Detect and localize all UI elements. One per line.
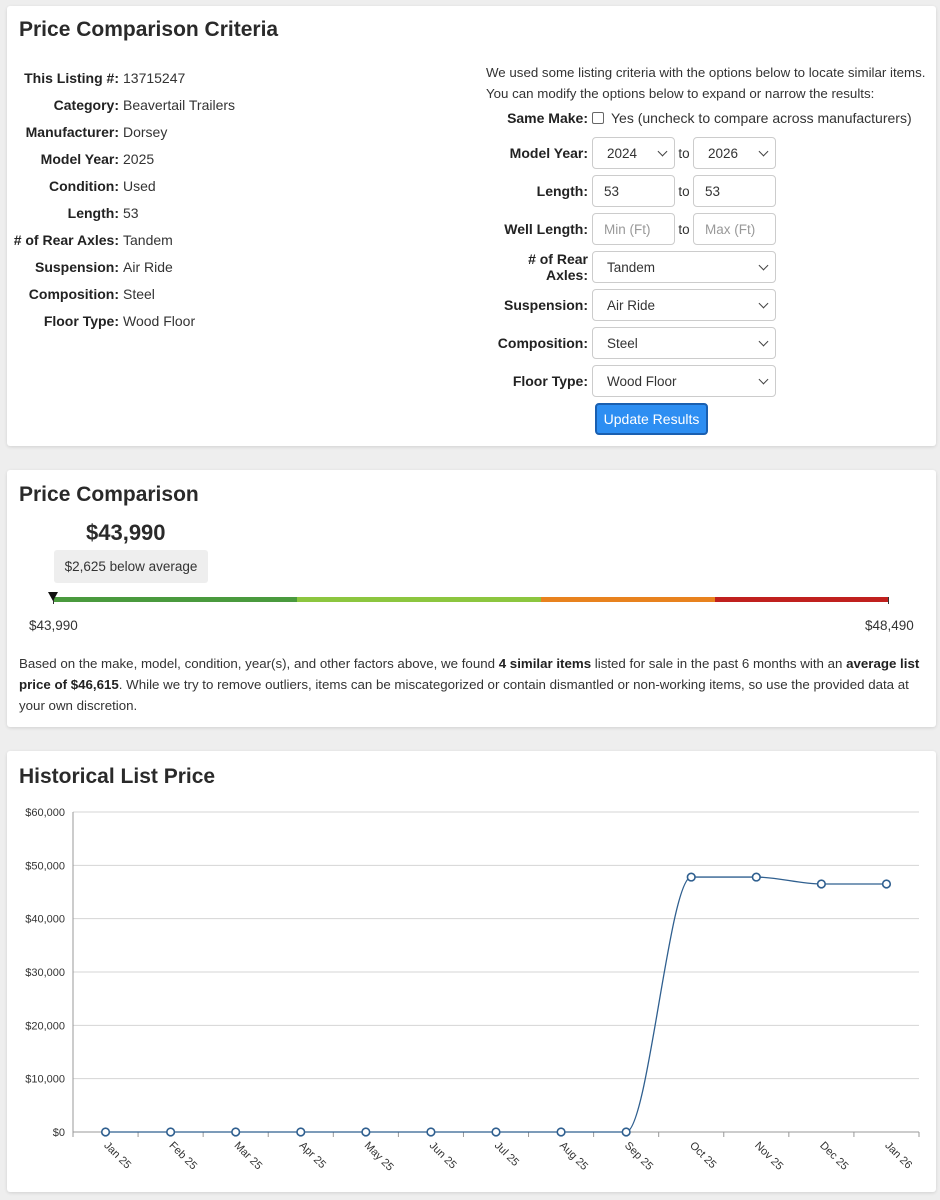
floor-type-value: Wood Floor bbox=[607, 373, 677, 389]
spec-label: Manufacturer: bbox=[25, 123, 119, 140]
spec-label: Model Year: bbox=[40, 150, 119, 167]
rear-axles-value: Tandem bbox=[607, 259, 656, 275]
x-tick-label: Jan 26 bbox=[882, 1139, 915, 1172]
spec-value: Used bbox=[123, 177, 156, 194]
rear-axles-select[interactable] bbox=[592, 251, 776, 283]
comparison-title: Price Comparison bbox=[19, 483, 199, 506]
summary-text: . While we try to remove outliers, items can be miscategorized or contain dismantled or non-working items, so use the provided data at your own discretion. bbox=[19, 677, 909, 713]
floor-type-select[interactable] bbox=[592, 365, 776, 397]
criteria-intro: We used some listing criteria with the options below to locate similar items. You can modify the options below to expand or narrow the results: bbox=[486, 65, 926, 101]
summary-text: Based on the make, model, condition, year(s), and other factors above, we found bbox=[19, 656, 499, 671]
spec-value: Dorsey bbox=[123, 123, 168, 140]
y-tick-label: $10,000 bbox=[25, 1073, 65, 1086]
spec-value: Wood Floor bbox=[123, 312, 196, 329]
chevron-down-icon bbox=[658, 147, 668, 157]
criteria-title: Price Comparison Criteria bbox=[19, 18, 279, 41]
range-bar-green bbox=[53, 597, 297, 602]
range-bar-red bbox=[715, 597, 889, 602]
spec-row bbox=[7, 199, 467, 226]
y-tick-label: $30,000 bbox=[25, 967, 65, 979]
spec-row bbox=[7, 280, 467, 307]
to-label: to bbox=[678, 145, 690, 161]
spec-value: 2025 bbox=[123, 150, 155, 167]
spec-value: Tandem bbox=[123, 231, 173, 248]
y-tick-label: $60,000 bbox=[25, 807, 65, 819]
x-tick-label: Feb 25 bbox=[166, 1139, 200, 1173]
data-point bbox=[818, 880, 826, 888]
length-max-input[interactable]: 53 bbox=[693, 175, 776, 207]
suspension-label: Suspension: bbox=[503, 297, 588, 313]
x-tick-label: Nov 25 bbox=[752, 1139, 786, 1173]
x-tick-label: Mar 25 bbox=[231, 1139, 265, 1173]
same-make-label: Same Make: bbox=[507, 110, 588, 126]
y-tick-label: $50,000 bbox=[25, 860, 65, 873]
model-year-to-select[interactable] bbox=[693, 137, 776, 169]
spec-row bbox=[7, 307, 467, 334]
rear-axles-label: # of Rear Axles: bbox=[528, 251, 588, 283]
chevron-down-icon bbox=[759, 299, 769, 309]
chevron-down-icon bbox=[759, 261, 769, 271]
data-point bbox=[297, 1128, 305, 1136]
range-tick-max bbox=[888, 597, 889, 604]
to-label: to bbox=[678, 221, 690, 237]
data-point bbox=[687, 873, 695, 881]
floor-type-row bbox=[486, 365, 776, 397]
suspension-row bbox=[486, 289, 776, 321]
y-tick-label: $20,000 bbox=[25, 1020, 65, 1033]
x-tick-label: May 25 bbox=[361, 1139, 396, 1174]
x-tick-label: Apr 25 bbox=[296, 1139, 329, 1172]
same-make-checkbox[interactable] bbox=[592, 112, 604, 124]
historical-price-chart bbox=[7, 751, 936, 1192]
history-title: Historical List Price bbox=[19, 765, 216, 788]
chevron-down-icon bbox=[759, 337, 769, 347]
model-year-to-value: 2026 bbox=[708, 145, 739, 161]
y-tick-label: $0 bbox=[52, 1127, 65, 1139]
data-point bbox=[883, 880, 891, 888]
summary-text: listed for sale in the past 6 months with an bbox=[591, 656, 847, 671]
data-point bbox=[427, 1128, 435, 1136]
length-min-input[interactable]: 53 bbox=[592, 175, 675, 207]
spec-label: Suspension: bbox=[34, 258, 119, 275]
spec-value: Beavertail Trailers bbox=[123, 96, 236, 113]
spec-value: 53 bbox=[123, 204, 139, 221]
spec-label: Condition: bbox=[49, 177, 119, 194]
data-point bbox=[362, 1128, 370, 1136]
range-bar-lightgreen bbox=[297, 597, 541, 602]
price-comparison-card bbox=[7, 470, 936, 727]
composition-label: Composition: bbox=[497, 335, 588, 351]
x-tick-label: Jun 25 bbox=[426, 1139, 459, 1172]
average-list-price: average list price of $46,615 bbox=[19, 656, 920, 692]
spec-label: This Listing #: bbox=[24, 69, 119, 86]
spec-value: Steel bbox=[123, 285, 155, 302]
x-tick-label: Jan 25 bbox=[101, 1139, 134, 1172]
well-length-row bbox=[486, 213, 776, 245]
composition-value: Steel bbox=[607, 335, 638, 351]
update-results-button[interactable]: Update Results bbox=[595, 403, 708, 435]
price-series-line bbox=[106, 877, 887, 1132]
chevron-down-icon bbox=[759, 147, 769, 157]
x-tick-label: Sep 25 bbox=[622, 1139, 656, 1173]
well-length-label: Well Length: bbox=[504, 221, 588, 237]
data-point bbox=[167, 1128, 175, 1136]
similar-items-count: 4 similar items bbox=[498, 656, 592, 671]
data-point bbox=[232, 1128, 240, 1136]
to-label: to bbox=[678, 183, 690, 199]
x-tick-label: Jul 25 bbox=[491, 1139, 522, 1169]
spec-row bbox=[7, 64, 467, 91]
comparison-summary bbox=[19, 653, 924, 716]
range-max-label: $48,490 bbox=[865, 618, 914, 633]
model-year-from-value: 2024 bbox=[607, 145, 638, 161]
data-point bbox=[557, 1128, 565, 1136]
well-length-min-input[interactable]: Min (Ft) bbox=[592, 213, 675, 245]
range-bar-orange bbox=[541, 597, 715, 602]
criteria-card bbox=[7, 6, 936, 446]
model-year-from-select[interactable] bbox=[592, 137, 675, 169]
spec-row bbox=[7, 91, 467, 118]
spec-label: Floor Type: bbox=[43, 312, 119, 329]
x-tick-label: Aug 25 bbox=[556, 1139, 591, 1173]
same-make-row bbox=[486, 110, 912, 126]
spec-row bbox=[7, 118, 467, 145]
suspension-select[interactable] bbox=[592, 289, 776, 321]
spec-row bbox=[7, 145, 467, 172]
data-point bbox=[753, 873, 761, 881]
price-marker-icon bbox=[48, 592, 58, 601]
x-tick-label: Dec 25 bbox=[817, 1139, 851, 1173]
composition-row bbox=[486, 327, 776, 359]
spec-value: 13715247 bbox=[123, 69, 186, 86]
listing-specs bbox=[7, 64, 467, 334]
same-make-text: Yes (uncheck to compare across manufacturers) bbox=[611, 110, 912, 126]
listing-price: $43,990 bbox=[86, 520, 166, 545]
composition-select[interactable] bbox=[592, 327, 776, 359]
price-difference-badge: $2,625 below average bbox=[54, 550, 208, 583]
model-year-row bbox=[486, 137, 776, 169]
spec-value: Air Ride bbox=[123, 258, 173, 275]
suspension-value: Air Ride bbox=[607, 297, 656, 313]
spec-label: Composition: bbox=[28, 285, 119, 302]
spec-label: # of Rear Axles: bbox=[13, 231, 119, 248]
y-tick-label: $40,000 bbox=[25, 913, 65, 926]
spec-row bbox=[7, 226, 467, 253]
chevron-down-icon bbox=[759, 375, 769, 385]
rear-axles-row bbox=[486, 251, 776, 283]
historical-price-card bbox=[7, 751, 936, 1192]
data-point bbox=[622, 1128, 630, 1136]
spec-label: Category: bbox=[53, 96, 119, 113]
data-point bbox=[102, 1128, 110, 1136]
length-row bbox=[486, 175, 776, 207]
length-label: Length: bbox=[536, 183, 588, 199]
range-min-label: $43,990 bbox=[29, 618, 78, 633]
data-point bbox=[492, 1128, 500, 1136]
x-tick-label: Oct 25 bbox=[687, 1139, 719, 1172]
spec-label: Length: bbox=[67, 204, 119, 221]
spec-row bbox=[7, 172, 467, 199]
model-year-label: Model Year: bbox=[509, 145, 588, 161]
well-length-max-input[interactable]: Max (Ft) bbox=[693, 213, 776, 245]
spec-row bbox=[7, 253, 467, 280]
floor-type-label: Floor Type: bbox=[512, 373, 588, 389]
